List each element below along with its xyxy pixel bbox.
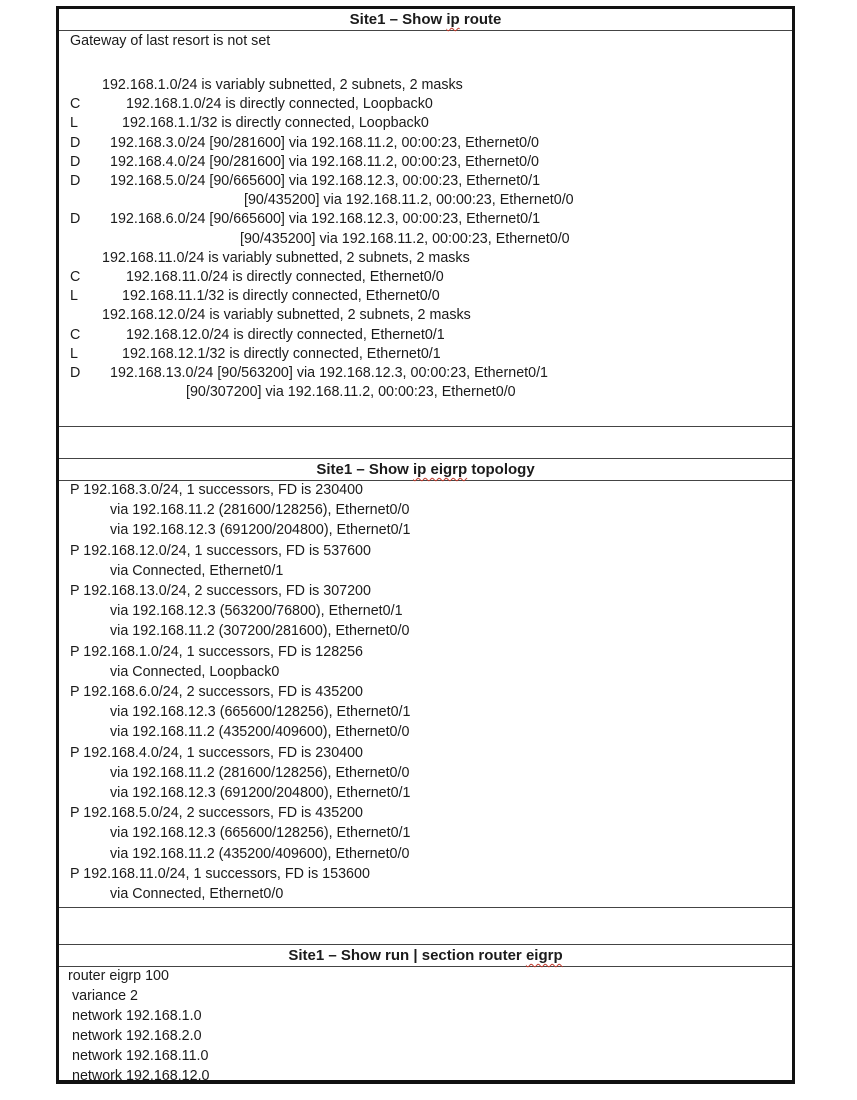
topology-path-entry: via 192.168.12.3 (691200/204800), Ethernet0/1 xyxy=(110,522,411,539)
route-entry: 192.168.3.0/24 [90/281600] via 192.168.11.2, 00:00:23, Ethernet0/0 xyxy=(110,134,539,151)
topology-path-entry: via Connected, Loopback0 xyxy=(110,663,280,680)
topology-prefix-entry: P 192.168.1.0/24, 1 successors, FD is 128256 xyxy=(70,643,364,660)
gateway-line: Gateway of last resort is not set xyxy=(70,33,271,49)
config-line: network 192.168.11.0 xyxy=(72,1048,209,1064)
route-code: L xyxy=(70,288,78,305)
topology-path-entry: via Connected, Ethernet0/0 xyxy=(110,886,284,902)
topology-path-entry: via 192.168.12.3 (665600/128256), Ethernet0/1 xyxy=(110,704,411,721)
section-title-suffix: route xyxy=(459,11,502,28)
config-line: network 192.168.12.0 xyxy=(72,1068,210,1084)
route-entry: 192.168.4.0/24 [90/281600] via 192.168.11.2, 00:00:23, Ethernet0/0 xyxy=(110,153,539,170)
route-entry: 192.168.12.1/32 is directly connected, Ethernet0/1 xyxy=(122,345,441,362)
section-divider xyxy=(59,426,792,427)
route-entry: [90/435200] via 192.168.11.2, 00:00:23, Ethernet0/0 xyxy=(244,192,574,209)
topology-prefix-entry: P 192.168.12.0/24, 1 successors, FD is 537600 xyxy=(70,542,371,559)
route-entry: 192.168.1.0/24 is variably subnetted, 2 subnets, 2 masks xyxy=(102,77,463,93)
section-title-mark: eigrp xyxy=(525,947,563,964)
topology-path-entry: via 192.168.11.2 (435200/409600), Ethernet0/0 xyxy=(110,845,410,862)
section-header-run-config xyxy=(59,944,792,967)
topology-prefix-entry: P 192.168.3.0/24, 1 successors, FD is 230400 xyxy=(70,482,364,498)
section-title-suffix: topology xyxy=(467,461,535,478)
topology-path-entry: via 192.168.11.2 (307200/281600), Ethernet0/0 xyxy=(110,623,410,640)
route-code: D xyxy=(70,173,81,189)
route-entry: 192.168.12.0/24 is directly connected, Ethernet0/1 xyxy=(126,326,445,343)
cli-output-document xyxy=(56,6,795,1084)
route-code: L xyxy=(70,115,78,132)
config-line: network 192.168.2.0 xyxy=(72,1028,202,1044)
route-entry: 192.168.1.1/32 is directly connected, Loopback0 xyxy=(122,115,429,132)
topology-path-entry: via 192.168.11.2 (281600/128256), Ethernet0/0 xyxy=(110,502,410,519)
section-divider xyxy=(59,907,792,908)
route-entry: 192.168.11.0/24 is variably subnetted, 2 subnets, 2 masks xyxy=(102,249,470,266)
route-code: D xyxy=(70,134,81,151)
section-title-prefix: Site1 – Show xyxy=(316,461,414,478)
topology-prefix-entry: P 192.168.5.0/24, 2 successors, FD is 435200 xyxy=(70,805,364,822)
route-entry: 192.168.5.0/24 [90/665600] via 192.168.12.3, 00:00:23, Ethernet0/1 xyxy=(110,173,541,189)
route-code: D xyxy=(70,211,81,228)
route-code: D xyxy=(70,365,81,381)
section-title-mark: ip eigrp xyxy=(413,461,468,478)
topology-path-entry: via 192.168.12.3 (563200/76800), Ethernet0/1 xyxy=(110,603,403,620)
route-code: C xyxy=(70,96,81,113)
topology-prefix-entry: P 192.168.4.0/24, 1 successors, FD is 230400 xyxy=(70,744,364,761)
route-code: C xyxy=(70,269,81,285)
topology-prefix-entry: P 192.168.6.0/24, 2 successors, FD is 435200 xyxy=(70,684,364,700)
topology-path-entry: via 192.168.11.2 (435200/409600), Ethernet0/0 xyxy=(110,724,410,741)
topology-path-entry: via 192.168.12.3 (691200/204800), Ethernet0/1 xyxy=(110,785,411,801)
route-entry: 192.168.1.0/24 is directly connected, Loopback0 xyxy=(126,96,433,113)
section-header-eigrp-topology xyxy=(59,458,792,481)
topology-path-entry: via 192.168.11.2 (281600/128256), Ethernet0/0 xyxy=(110,764,410,781)
section-title-prefix: Site1 – Show xyxy=(349,11,447,28)
route-code: L xyxy=(70,345,78,362)
route-entry: [90/307200] via 192.168.11.2, 00:00:23, Ethernet0/0 xyxy=(186,384,516,401)
section-title-mark: ip xyxy=(446,11,460,28)
topology-path-entry: via 192.168.12.3 (665600/128256), Ethernet0/1 xyxy=(110,825,411,842)
route-entry: 192.168.12.0/24 is variably subnetted, 2 subnets, 2 masks xyxy=(102,307,471,324)
topology-prefix-entry: P 192.168.11.0/24, 1 successors, FD is 153600 xyxy=(70,865,370,882)
route-code: D xyxy=(70,153,81,170)
route-entry: 192.168.6.0/24 [90/665600] via 192.168.12.3, 00:00:23, Ethernet0/1 xyxy=(110,211,541,228)
topology-path-entry: via Connected, Ethernet0/1 xyxy=(110,562,284,579)
section-header-ip-route xyxy=(59,9,792,31)
section-title-prefix: Site1 – Show run | section router xyxy=(288,947,526,964)
route-entry: [90/435200] via 192.168.11.2, 00:00:23, Ethernet0/0 xyxy=(240,230,570,247)
route-entry: 192.168.11.0/24 is directly connected, Ethernet0/0 xyxy=(126,269,444,285)
route-code: C xyxy=(70,326,81,343)
topology-prefix-entry: P 192.168.13.0/24, 2 successors, FD is 307200 xyxy=(70,583,371,599)
route-entry: 192.168.13.0/24 [90/563200] via 192.168.12.3, 00:00:23, Ethernet0/1 xyxy=(110,365,549,381)
config-line: variance 2 xyxy=(72,988,138,1004)
config-line: network 192.168.1.0 xyxy=(72,1008,202,1024)
route-entry: 192.168.11.1/32 is directly connected, Ethernet0/0 xyxy=(122,288,440,305)
config-line: router eigrp 100 xyxy=(68,968,169,984)
